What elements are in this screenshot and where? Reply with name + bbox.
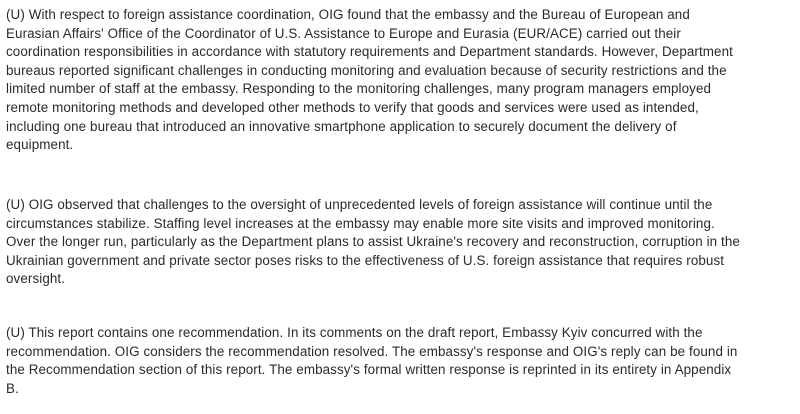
paragraph-oversight-challenges: (U) OIG observed that challenges to the oversight of unprecedented levels of foreign assistance will continue until the circumstances stabilize. Staffing level increases at the embassy may enable more site visits and improved monitoring. Over the longer run, particularly as the Department plans to assist Ukraine's recovery and reconstruction, corruption in the Ukrainian government and private sector poses risks to the effectiveness of U.S. foreign assistance that requires robust oversight. (6, 197, 740, 287)
paragraph-foreign-assistance-coordination: (U) With respect to foreign assistance coordination, OIG found that the embassy and the Bureau of European and Eurasian Affairs' Office of the Coordinator of U.S. Assistance to Europe and Eurasia (EUR/ACE) carried out their coordination responsibilities in accordance with statutory requirements and Department standards. However, Department bureaus reported significant challenges in conducting monitoring and evaluation because of security restrictions and the limited number of staff at the embassy. Responding to the monitoring challenges, many program managers employed remote monitoring methods and developed other methods to verify that goods and services were used as intended, including one bureau that introduced an innovative smartphone application to securely document the delivery of equipment. (6, 7, 733, 153)
paragraph-recommendation-summary: (U) This report contains one recommendation. In its comments on the draft report, Embassy Kyiv concurred with the recommendation. OIG considers the recommendation resolved. The embassy's response and OIG's reply can be found in the Recommendation section of this report. The embassy's formal written response is reprinted in its entirety in Appendix B. (6, 325, 738, 396)
